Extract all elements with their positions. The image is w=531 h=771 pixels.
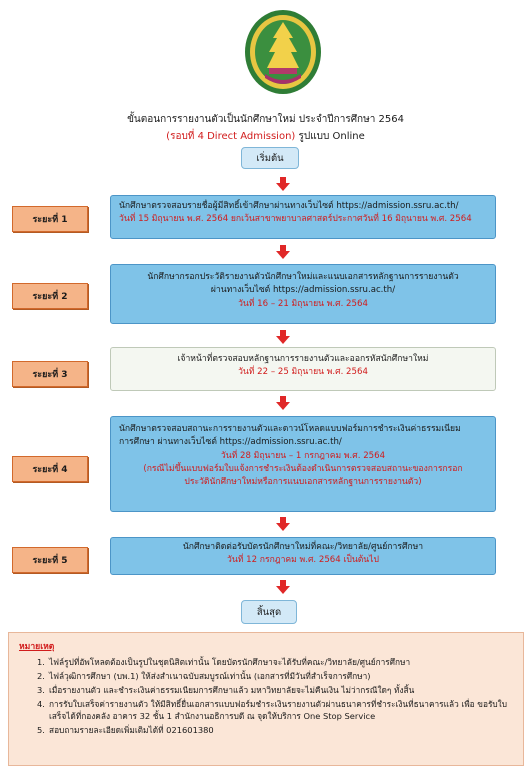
list-item-number: 5. <box>37 725 45 736</box>
arrow-down-icon <box>276 580 290 594</box>
phase-label: ระยะที่ 5 <box>12 547 88 573</box>
step-text: เจ้าหน้าที่ตรวจสอบหลักฐานการรายงานตัวและออกรหัสนักศึกษาใหม่ <box>177 354 429 364</box>
list-item-text: เมื่อรายงานตัว และชำระเงินค่าธรรมเนียมการศึกษาแล้ว มหาวิทยาลัยจะไม่คืนเงิน ไม่ว่ากรณีใดๆ ทั้งสิ้น <box>49 685 415 696</box>
step-date: วันที่ 15 มิถุนายน พ.ศ. 2564 ยกเว้นสาขาพยาบาลศาสตร์ประกาศวันที่ 16 มิถุนายน พ.ศ. 2564 <box>119 214 472 225</box>
list-item <box>37 724 513 736</box>
arrow-down-icon <box>276 330 290 344</box>
list-item <box>37 670 513 682</box>
step-text: การศึกษา ผ่านทางเว็บไซต์ https://admission.ssru.ac.th/ <box>119 437 342 448</box>
arrow-down-icon <box>276 396 290 410</box>
arrow-down-icon <box>276 517 290 531</box>
list-item-text: สอบถามรายละเอียดเพิ่มเติมได้ที่ 021601380 <box>49 725 214 736</box>
step-box <box>110 537 496 575</box>
step-text: ผ่านทางเว็บไซต์ https://admission.ssru.ac.th/ <box>210 285 396 296</box>
list-item <box>37 698 513 722</box>
list-item <box>37 684 513 696</box>
step-box <box>110 264 496 324</box>
notes-heading: หมายเหตุ <box>19 642 55 652</box>
step-text: นักศึกษากรอกประวัติรายงานตัวนักศึกษาใหม่และแนบเอกสารหลักฐานการรายงานตัว <box>147 272 459 282</box>
list-item-number: 3. <box>37 685 45 696</box>
phase-label: ระยะที่ 2 <box>12 283 88 309</box>
step-note: (กรณีไม่ขึ้นแบบฟอร์มใบแจ้งการชำระเงินต้องดำเนินการตรวจสอบสถานะของการกรอก <box>143 463 463 474</box>
step-date: วันที่ 16 – 21 มิถุนายน พ.ศ. 2564 <box>238 298 368 309</box>
step-box <box>110 416 496 512</box>
university-seal-icon <box>243 8 323 96</box>
phase-label: ระยะที่ 4 <box>12 456 88 482</box>
end-terminal: สิ้นสุด <box>241 600 297 624</box>
step-box <box>110 347 496 391</box>
step-date: วันที่ 12 กรกฎาคม พ.ศ. 2564 เป็นต้นไป <box>227 555 379 566</box>
list-item-number: 1. <box>37 657 45 667</box>
round-subtitle <box>0 129 531 144</box>
phase-label: ระยะที่ 3 <box>12 361 88 387</box>
step-date: วันที่ 28 มิถุนายน – 1 กรกฎาคม พ.ศ. 2564 <box>220 450 386 461</box>
notes-panel <box>8 632 524 766</box>
list-item-text: ไฟล์รูปที่อัพโหลดต้องเป็นรูปในชุดนิสิตเท่านั้น โดยบัตรนักศึกษาจะได้รับที่คณะ/วิทยาลัย/ศูนย์การศึกษา <box>49 657 411 667</box>
step-text: นักศึกษาตรวจสอบรายชื่อผู้มีสิทธิ์เข้าศึกษาผ่านทางเว็บไซต์ https://admission.ssru.ac.th/ <box>119 201 459 211</box>
page-title: ขั้นตอนการรายงานตัวเป็นนักศึกษาใหม่ ประจำปีการศึกษา 2564 <box>127 114 404 125</box>
step-text: นักศึกษาตรวจสอบสถานะการรายงานตัวและดาวน์โหลดแบบฟอร์มการชำระเงินค่าธรรมเนียม <box>119 424 461 434</box>
phase-label: ระยะที่ 1 <box>12 206 88 232</box>
round-format: รูปแบบ Online <box>295 131 365 142</box>
step-date: วันที่ 22 – 25 มิถุนายน พ.ศ. 2564 <box>238 367 368 378</box>
arrow-down-icon <box>276 245 290 259</box>
list-item <box>37 656 513 668</box>
notes-list <box>19 656 513 736</box>
list-item-text: การรับใบเสร็จค่ารายงานตัว ให้มีสิทธิ์ยื่นเอกสารแบบฟอร์มชำระเงินรายงานตัวผ่านธนาคารที่ชำระเงินที่ธนาคารแล้ว เพื่อ ขอรับใบเสร็จได้ที่กองคลัง อาคาร 32 ชั้น 1 สำนักงานอธิการบดี ณ จุดให้บริการ One Stop Service <box>49 699 507 722</box>
arrow-down-icon <box>276 177 290 191</box>
step-note: ประวัตินักศึกษาใหม่หรือการแนบเอกสารหลักฐานการรายงานตัว) <box>184 477 422 488</box>
list-item-text: ไฟล์วุฒิการศึกษา (บพ.1) ให้ส่งสำเนาฉบับสมบูรณ์เท่านั้น (เอกสารที่มีวันที่สำเร็จการศึกษา) <box>49 671 371 682</box>
round-label: (รอบที่ 4 Direct Admission) <box>166 131 296 142</box>
list-item-number: 4. <box>37 699 45 710</box>
step-text: นักศึกษาติดต่อรับบัตรนักศึกษาใหม่ที่คณะ/วิทยาลัย/ศูนย์การศึกษา <box>182 542 424 552</box>
start-terminal: เริ่มต้น <box>241 147 299 169</box>
step-box <box>110 195 496 239</box>
list-item-number: 2. <box>37 671 45 682</box>
